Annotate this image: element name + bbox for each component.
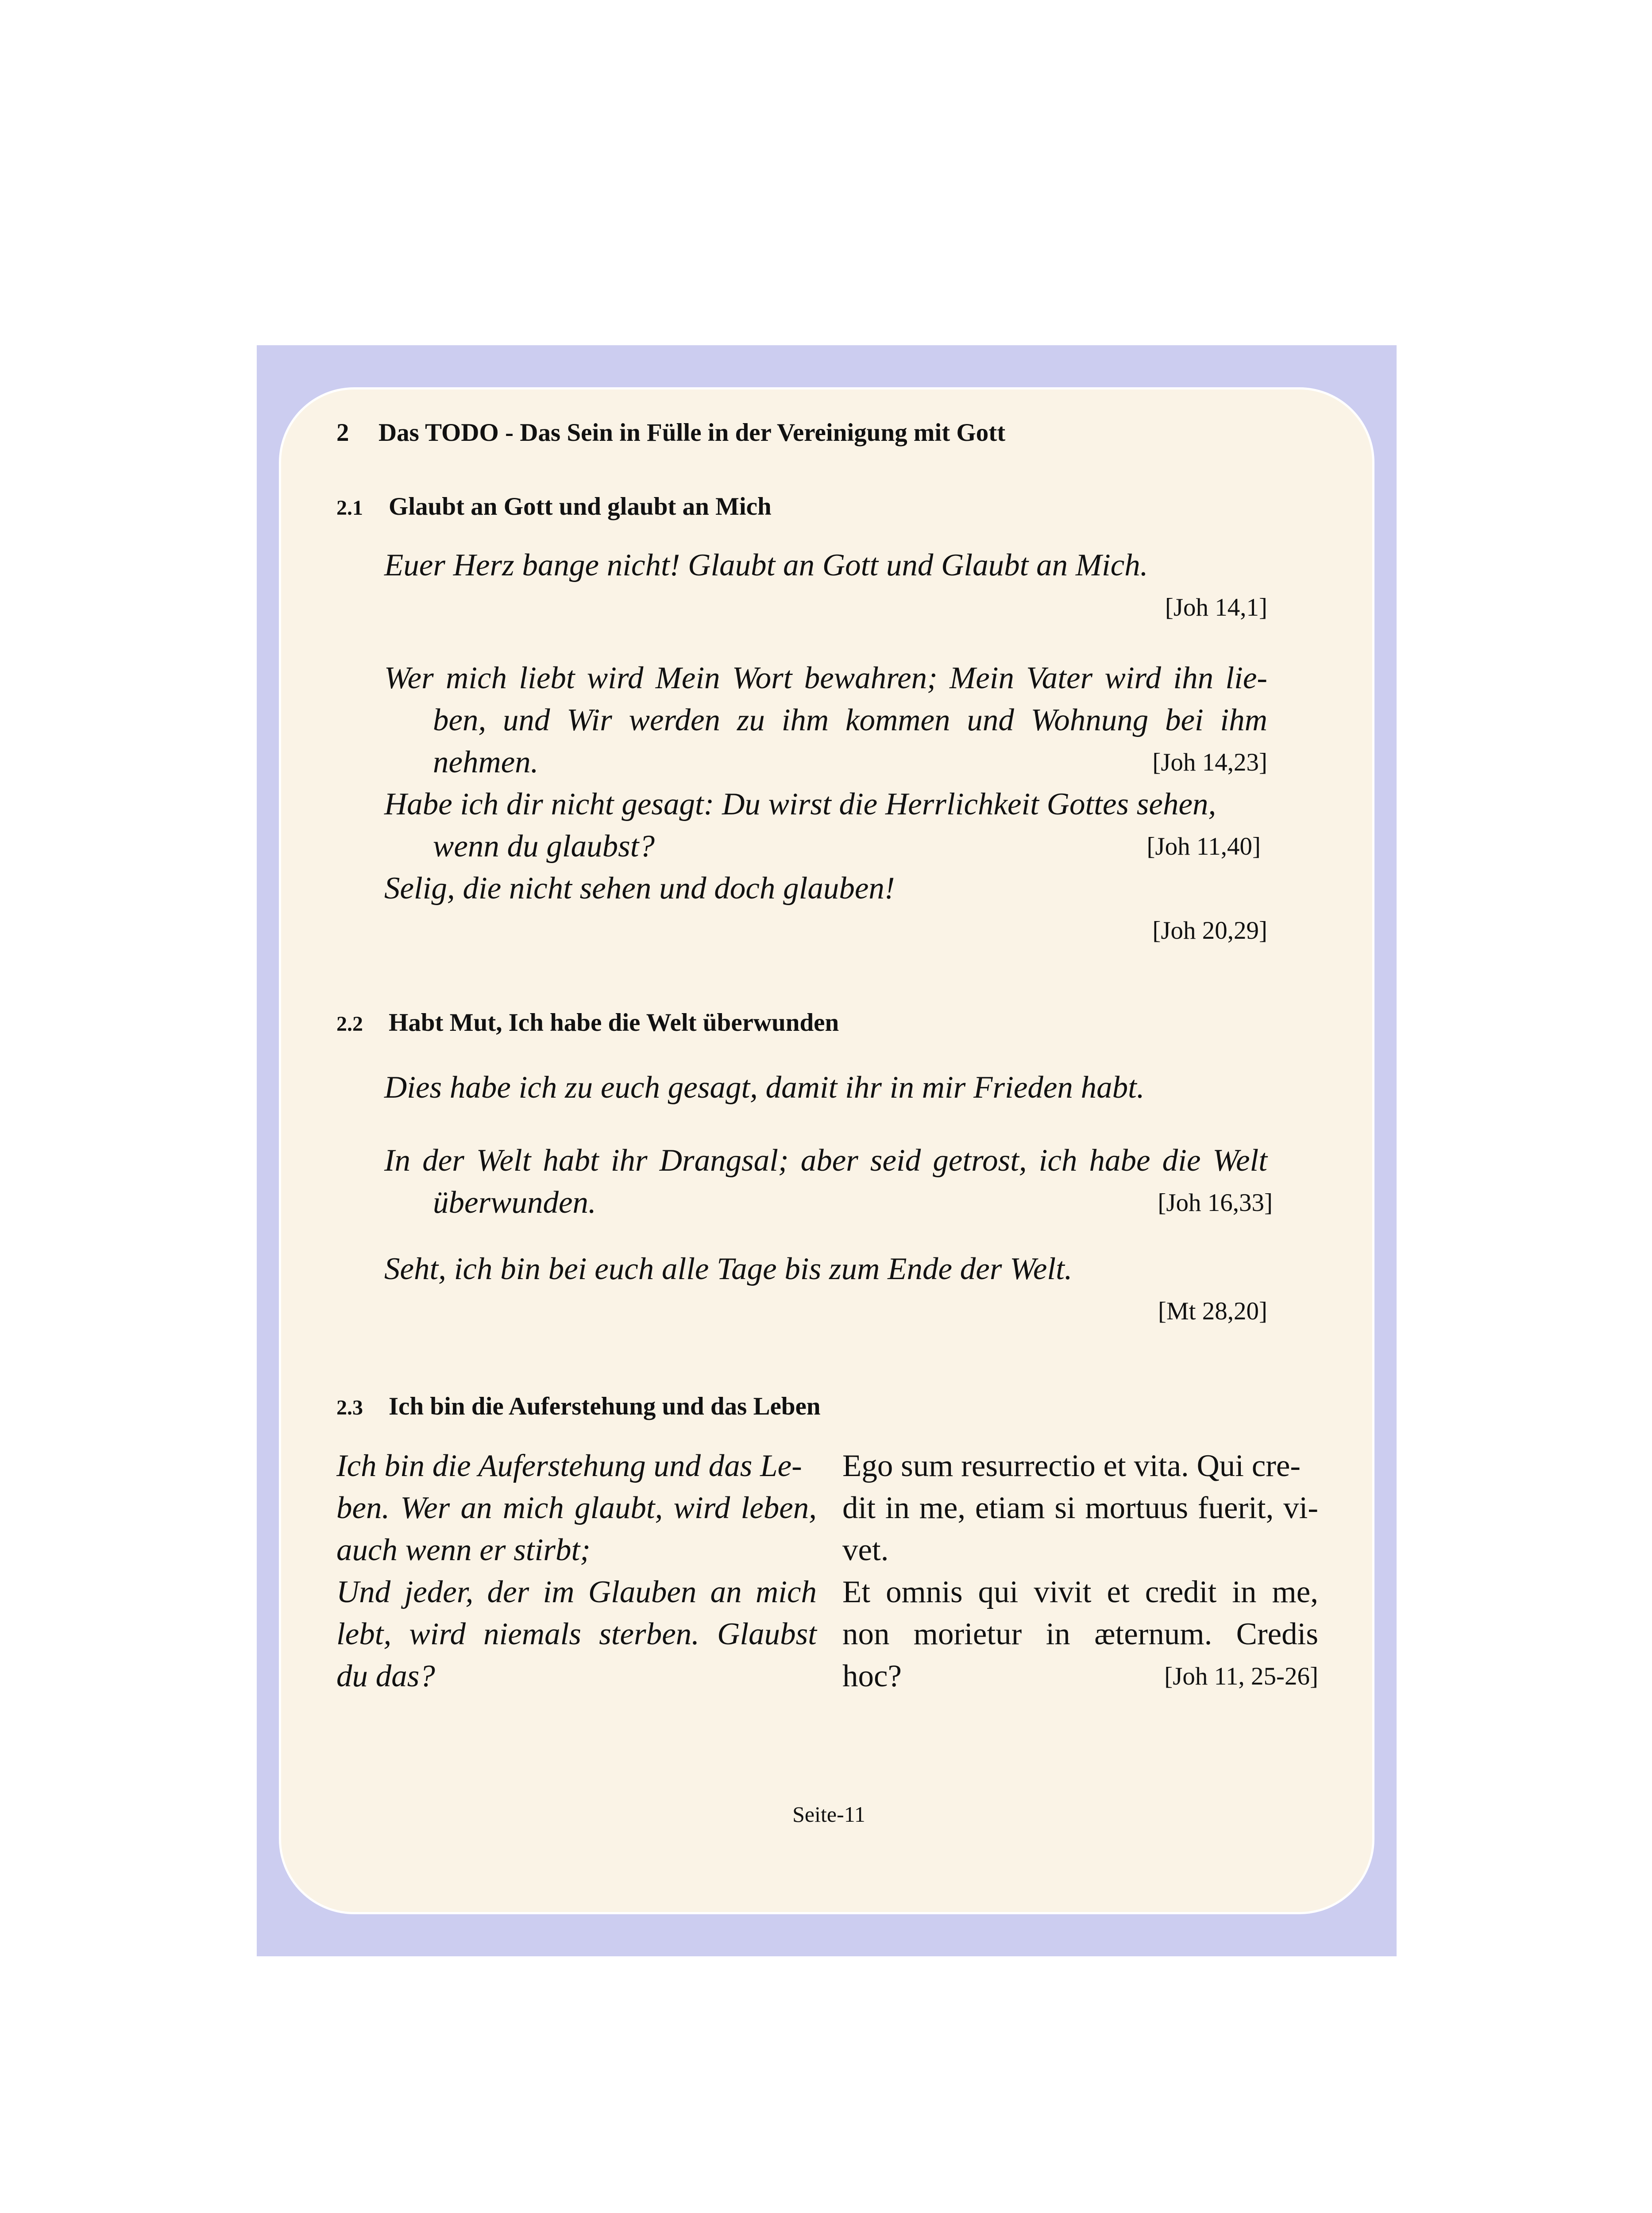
quote-line: nehmen. xyxy=(433,745,539,779)
latin-line: Ego sum resurrectio et vita. Qui cre- xyxy=(842,1449,1301,1483)
quote-peace xyxy=(384,1067,1267,1109)
content-card xyxy=(279,387,1374,1914)
latin-line: dit in me, etiam si mortuus fuerit, vi- xyxy=(842,1491,1318,1525)
scripture-reference: [Joh 20,29] xyxy=(1152,917,1267,945)
subsection-title: Glaubt an Gott und glaubt an Mich xyxy=(389,493,772,520)
quote-line-with-ref xyxy=(384,825,1267,867)
german-line: Ich bin die Auferstehung und das Le- xyxy=(336,1449,802,1483)
latin-line: non morietur in æternum. Credis xyxy=(842,1617,1318,1651)
scripture-reference: [Joh 14,23] xyxy=(1152,748,1267,776)
german-line: ben. Wer an mich glaubt, wird leben, xyxy=(336,1491,817,1525)
latin-line-with-ref xyxy=(842,1655,1318,1697)
latin-line: Et omnis qui vivit et credit in me, xyxy=(842,1575,1318,1609)
subsection-heading-2-2 xyxy=(336,1008,839,1037)
quote-line: Wer mich liebt wird Mein Wort bewahren; Mein Vater wird ihn lie- xyxy=(384,661,1267,695)
quote-line: Selig, die nicht sehen und doch glauben! xyxy=(384,871,895,906)
scripture-reference: [Joh 14,1] xyxy=(1165,594,1267,621)
quote-line: wenn du glaubst? xyxy=(433,829,655,864)
quote-line: In der Welt habt ihr Drangsal; aber seid getrost, ich habe die Welt xyxy=(384,1143,1267,1178)
section-heading xyxy=(336,418,1005,447)
page-number: Seite-11 xyxy=(792,1802,865,1827)
scripture-reference: [Mt 28,20] xyxy=(1158,1297,1267,1325)
quote-joh-11-40 xyxy=(384,783,1267,867)
subsection-title: Ich bin die Auferstehung und das Leben xyxy=(389,1392,821,1420)
quote-line-with-ref xyxy=(384,1182,1273,1224)
quote-joh-14-23 xyxy=(384,657,1267,783)
german-line: Und jeder, der im Glauben an mich xyxy=(336,1575,817,1609)
german-column xyxy=(336,1445,817,1697)
section-number: 2 xyxy=(336,419,349,447)
subsection-number: 2.3 xyxy=(336,1396,363,1419)
section-title: Das TODO - Das Sein in Fülle in der Vereinigung mit Gott xyxy=(378,419,1006,447)
quote-joh-20-29 xyxy=(384,867,1267,952)
german-line: lebt, wird niemals sterben. Glaubst xyxy=(336,1617,817,1651)
quote-mt-28-20 xyxy=(384,1248,1267,1332)
quote-line: Habe ich dir nicht gesagt: Du wirst die Herrlichkeit Gottes sehen, xyxy=(384,787,1216,821)
subsection-number: 2.1 xyxy=(336,496,363,520)
scripture-reference: [Joh 11, 25-26] xyxy=(1164,1662,1318,1690)
quote-joh-14-1 xyxy=(384,544,1267,628)
quote-line-with-ref xyxy=(384,741,1267,783)
quote-joh-16-33 xyxy=(384,1140,1273,1224)
latin-column xyxy=(842,1445,1318,1697)
german-line: auch wenn er stirbt; xyxy=(336,1533,591,1567)
quote-line: Euer Herz bange nicht! Glaubt an Gott und Glaubt an Mich. xyxy=(384,548,1148,582)
latin-line: hoc? xyxy=(842,1659,902,1693)
quote-line: ben, und Wir werden zu ihm kommen und Wohnung bei ihm xyxy=(433,703,1267,737)
subsection-number: 2.2 xyxy=(336,1012,363,1036)
latin-line: vet. xyxy=(842,1533,889,1567)
scripture-reference: [Joh 16,33] xyxy=(1158,1189,1273,1217)
quote-line: Dies habe ich zu euch gesagt, damit ihr in mir Frieden habt. xyxy=(384,1070,1145,1105)
subsection-title: Habt Mut, Ich habe die Welt überwunden xyxy=(389,1009,839,1037)
german-line: du das? xyxy=(336,1659,435,1693)
page-frame xyxy=(257,345,1397,1956)
subsection-heading-2-1 xyxy=(336,492,772,521)
scripture-reference: [Joh 11,40] xyxy=(1146,833,1261,860)
quote-line: überwunden. xyxy=(433,1185,596,1220)
quote-line: Seht, ich bin bei euch alle Tage bis zum Ende der Welt. xyxy=(384,1252,1073,1286)
subsection-heading-2-3 xyxy=(336,1392,821,1421)
